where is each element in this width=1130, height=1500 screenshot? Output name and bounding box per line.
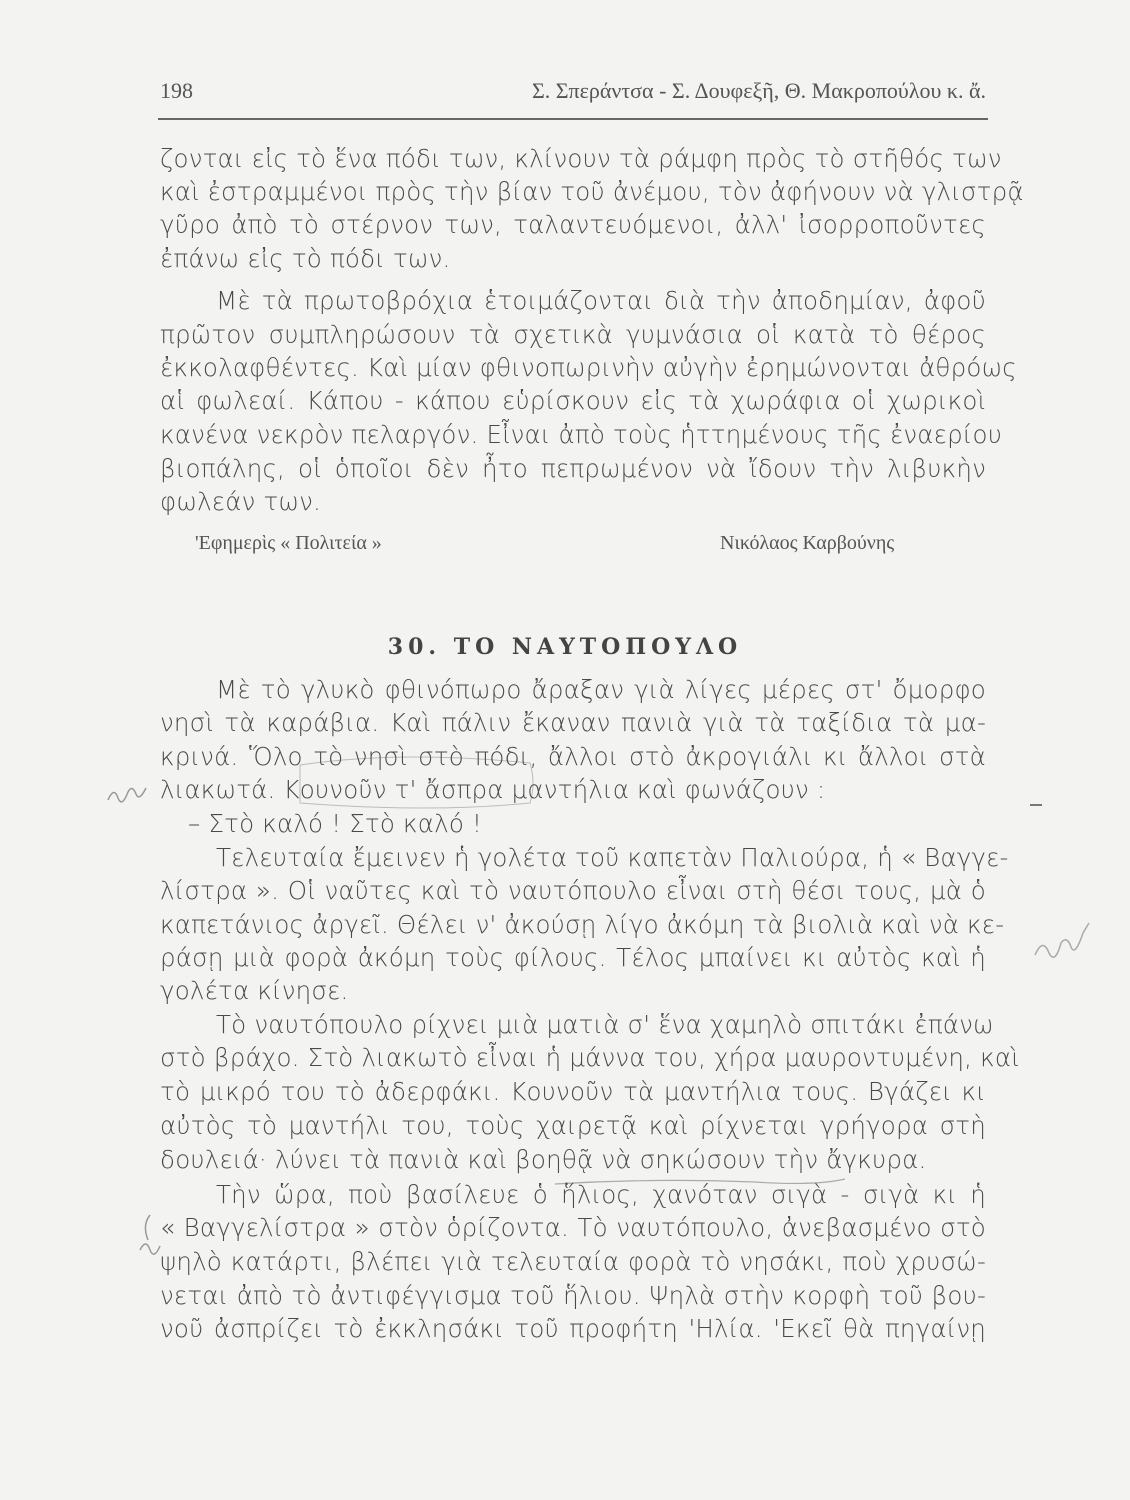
text-line: γολέτα κίνησε. — [160, 976, 349, 1005]
text-line: ἐπάνω εἰς τὸ πόδι των. — [160, 244, 451, 273]
text-line: ἐκκολαφθέντες. Καὶ μίαν φθινοπωρινὴν αὐγὴν ἐρημώνονται ἀθρόως — [160, 353, 1017, 382]
text-line: φωλεάν των. — [160, 487, 321, 516]
text-line: Τελευταία ἔμεινεν ἡ γολέτα τοῦ καπετὰν Παλιούρα, ἡ « Βαγγε- — [216, 843, 1009, 872]
text-line: ψηλὸ κατάρτι, βλέπει γιὰ τελευταία φορὰ τὸ νησάκι, ποὺ χρυσώ- — [160, 1247, 986, 1276]
text-line: Τὸ ναυτόπουλο ρίχνει μιὰ ματιὰ σ' ἕνα χαμηλὸ σπιτάκι ἐπάνω — [216, 1010, 994, 1039]
text-line: καὶ ἐστραμμένοι πρὸς τὴν βίαν τοῦ ἀνέμου, τὸν ἀφήνουν νὰ γλιστρᾷ — [160, 177, 1024, 206]
header-rule — [158, 118, 988, 120]
text-line: αὐτὸς τὸ μαντήλι του, τοὺς χαιρετᾷ καὶ ρίχνεται γρήγορα στὴ — [160, 1111, 986, 1140]
text-line: – Στὸ καλό ! Στὸ καλό ! — [188, 809, 483, 838]
text-line: νησὶ τὰ καράβια. Καὶ πάλιν ἔκαναν πανιὰ γιὰ τὰ ταξίδια τὰ μα- — [160, 708, 986, 737]
text-line: βιοπάλης, οἱ ὁποῖοι δὲν ἦτο πεπρωμένον νὰ ἴδουν τὴν λιβυκὴν — [160, 454, 986, 483]
text-line: τὸ μικρό του τὸ ἀδερφάκι. Κουνοῦν τὰ μαντήλια τους. Βγάζει κι — [160, 1077, 986, 1106]
text-line: ράσῃ μιὰ φορὰ ἀκόμη τοὺς φίλους. Τέλος μπαίνει κι αὐτὸς καὶ ἡ — [160, 943, 986, 972]
text-line: αἱ φωλεαί. Κάπου - κάπου εὑρίσκουν εἰς τὰ χωράφια οἱ χωρικοὶ — [160, 386, 986, 415]
running-head: Σ. Σπεράντσα - Σ. Δουφεξῆ, Θ. Μακροπούλου κ. ἄ. — [531, 78, 986, 103]
page-number: 198 — [160, 78, 193, 103]
chapter-title: 30. ΤΟ ΝΑΥΤΟΠΟΥΛΟ — [387, 634, 743, 660]
text-line: κανένα νεκρὸν πελαργόν. Εἶναι ἀπὸ τοὺς ἡττημένους τῆς ἐναερίου — [160, 420, 1003, 449]
text-line: νεται ἀπὸ τὸ ἀντιφέγγισμα τοῦ ἥλιου. Ψηλὰ στὴν κορφὴ τοῦ βου- — [160, 1281, 986, 1310]
text-line: δουλειά· λύνει τὰ πανιὰ καὶ βοηθᾷ νὰ σηκώσουν τὴν ἄγκυρα. — [160, 1145, 927, 1174]
text-line: στὸ βράχο. Στὸ λιακωτὸ εἶναι ἡ μάννα του, χήρα μαυροντυμένη, καὶ — [160, 1043, 1020, 1072]
text-line: λιακωτά. Κουνοῦν τ' ἄσπρα μαντήλια καὶ φωνάζουν : — [160, 775, 826, 804]
text-line: γῦρο ἀπὸ τὸ στέρνον των, ταλαντευόμενοι, ἀλλ' ἰσορροποῦντες — [160, 210, 986, 239]
text-line: « Βαγγελίστρα » στὸν ὁρίζοντα. Τὸ ναυτόπουλο, ἀνεβασμένο στὸ — [160, 1213, 986, 1242]
text-line: νοῦ ἀσπρίζει τὸ ἐκκλησάκι τοῦ προφήτη 'Ηλία. 'Εκεῖ θὰ πηγαίνῃ — [160, 1314, 986, 1343]
source-citation: 'Εφημερὶς « Πολιτεία » — [195, 532, 382, 554]
text-line: κρινά. Ὅλο τὸ νησὶ στὸ πόδι, ἄλλοι στὸ ἀκρογιάλι κι ἄλλοι στὰ — [160, 742, 986, 771]
text-line: πρῶτον συμπληρώσουν τὰ σχετικὰ γυμνάσια οἱ κατὰ τὸ θέρος — [160, 320, 986, 349]
text-line: Τὴν ὥρα, ποὺ βασίλευε ὁ ἥλιος, χανόταν σιγὰ - σιγὰ κι ἡ — [216, 1180, 986, 1209]
author-name: Νικόλαος Καρβούνης — [720, 532, 895, 554]
text-line: Μὲ τὸ γλυκὸ φθινόπωρο ἄραξαν γιὰ λίγες μέρες στ' ὄμορφο — [216, 675, 986, 704]
text-line: λίστρα ». Οἱ ναῦτες καὶ τὸ ναυτόπουλο εἶναι στὴ θέσι τους, μὰ ὁ — [160, 876, 986, 905]
text-line: ζονται εἰς τὸ ἕνα πόδι των, κλίνουν τὰ ράμφη πρὸς τὸ στῆθός των — [160, 144, 1002, 173]
text-line: καπετάνιος ἀργεῖ. Θέλει ν' ἀκούσῃ λίγο ἀκόμη τὰ βιολιὰ καὶ νὰ κε- — [160, 910, 1005, 939]
text-line: Μὲ τὰ πρωτοβρόχια ἑτοιμάζονται διὰ τὴν ἀποδημίαν, ἀφοῦ — [216, 286, 986, 315]
